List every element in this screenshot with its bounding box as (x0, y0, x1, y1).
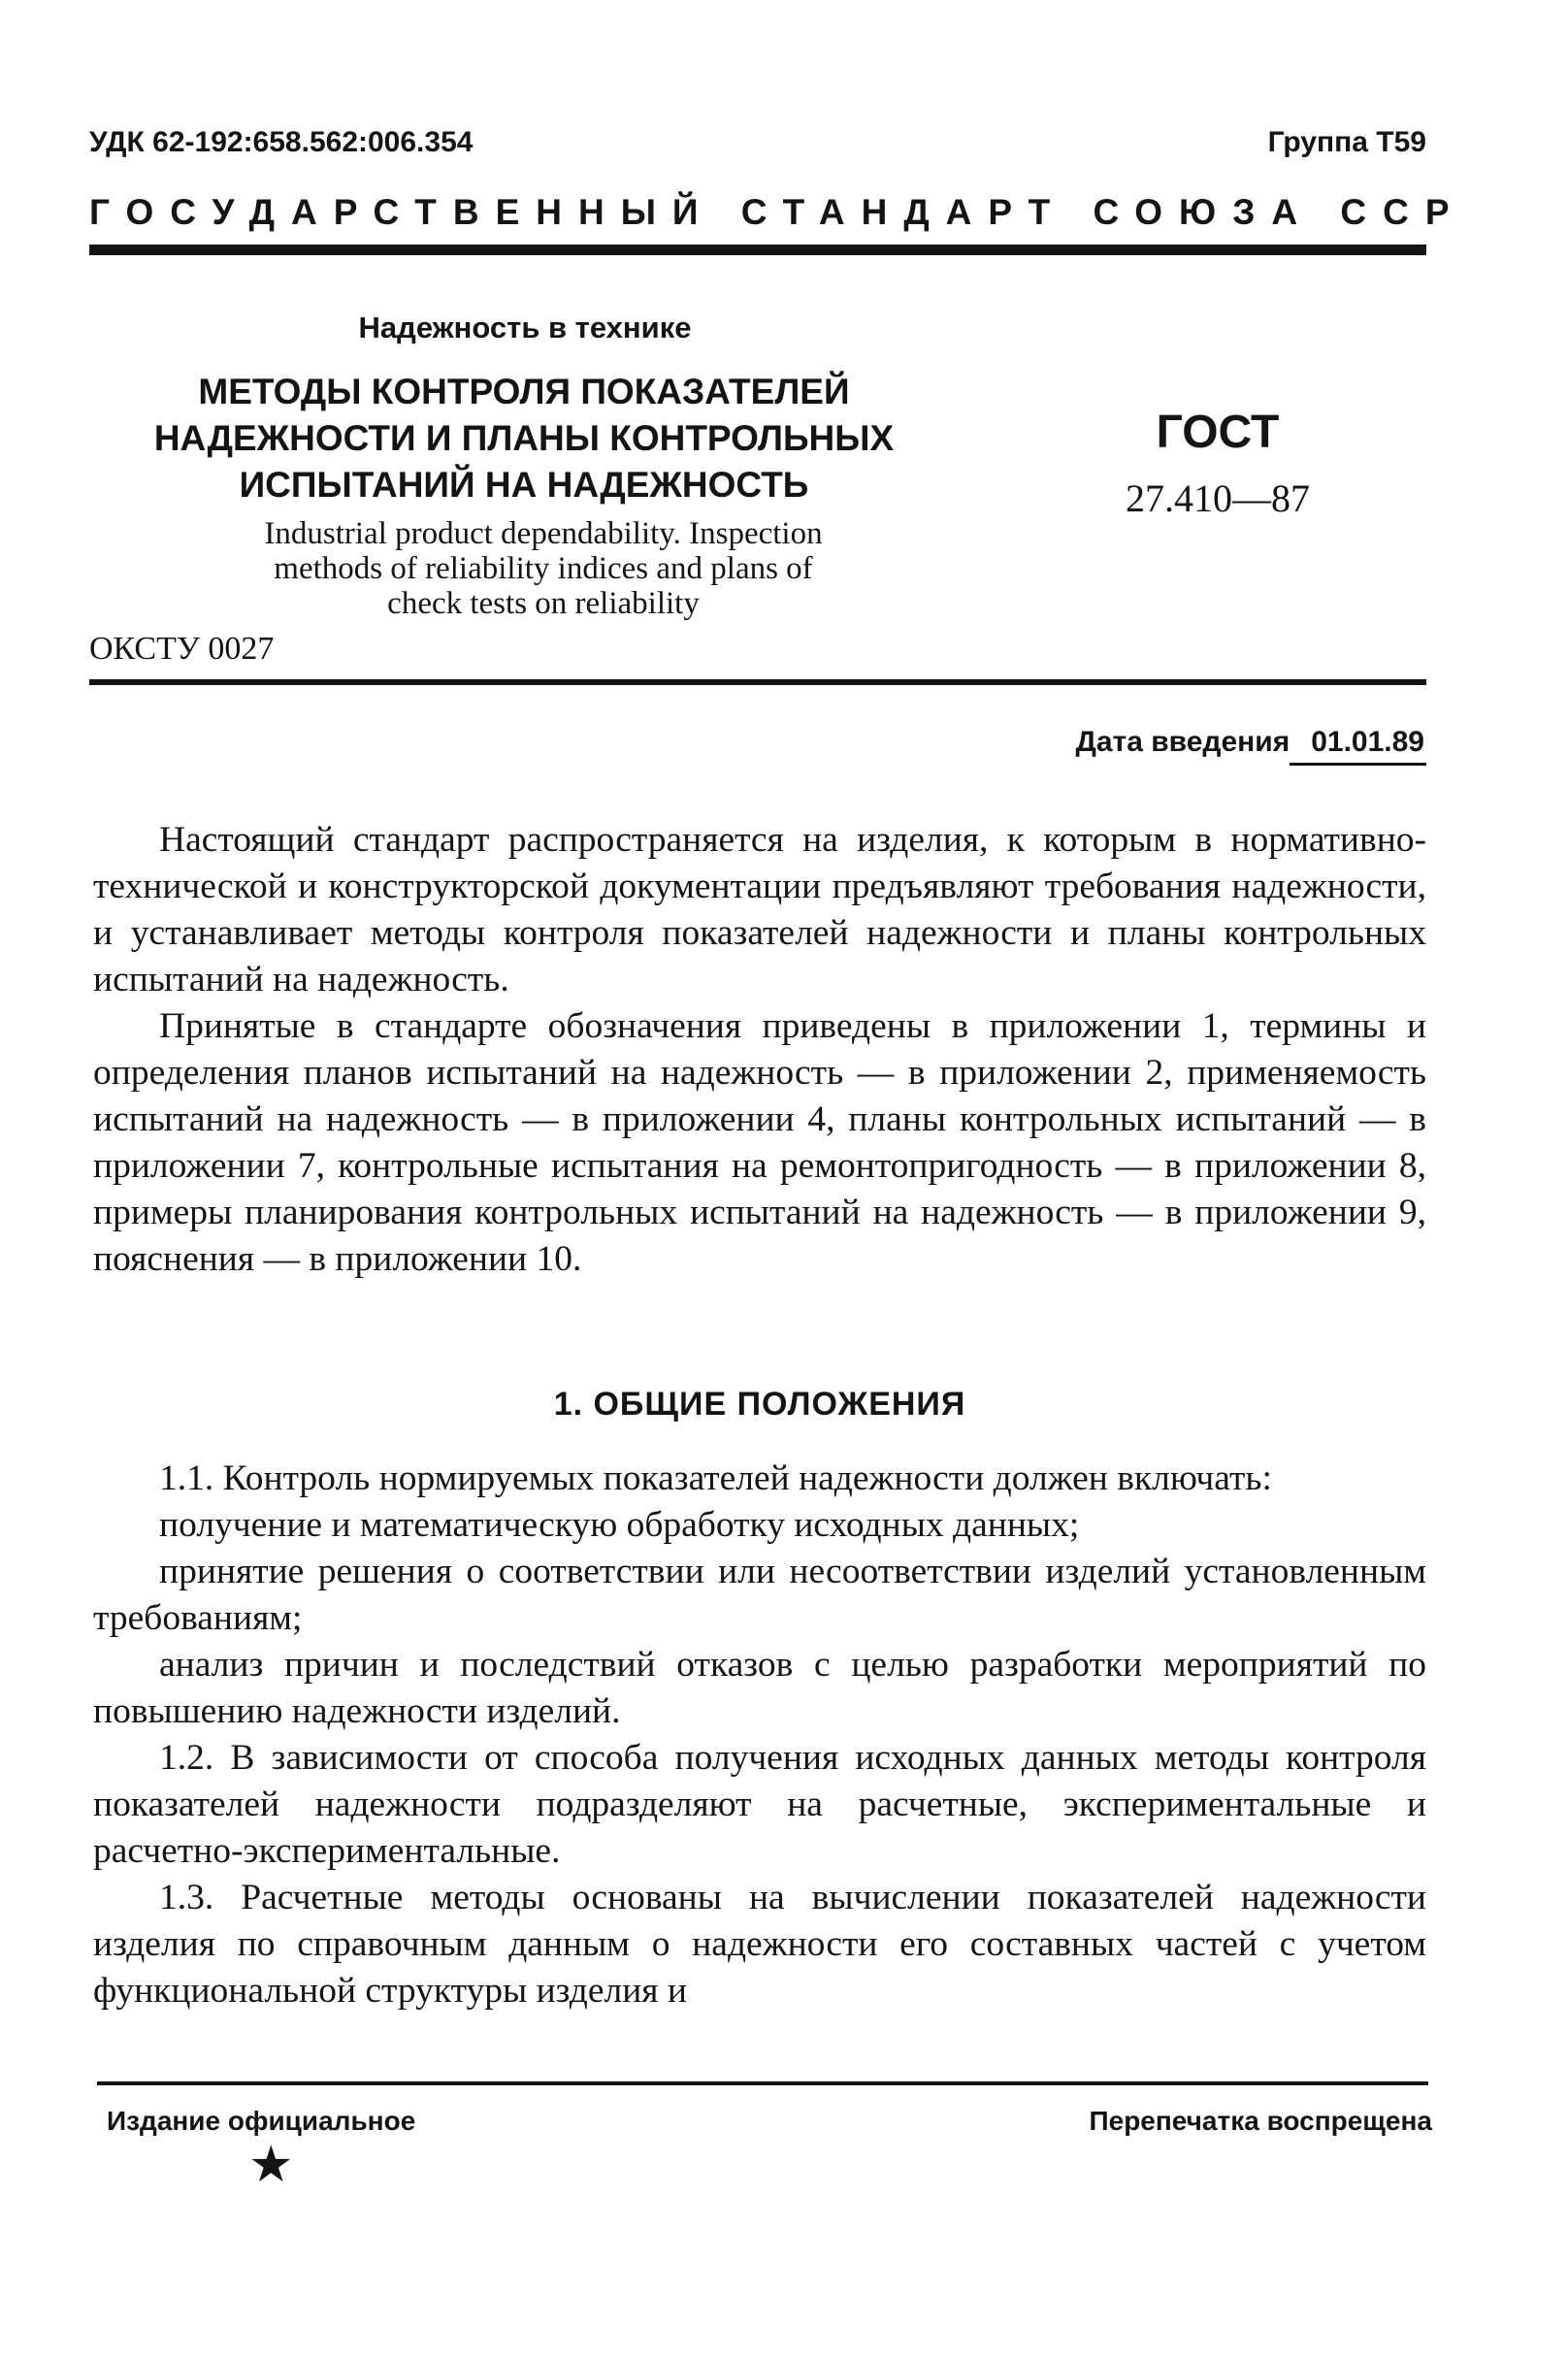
title-ru-line: МЕТОДЫ КОНТРОЛЯ ПОКАЗАТЕЛЕЙ (198, 372, 850, 411)
section-title: 1. ОБЩИЕ ПОЛОЖЕНИЯ (553, 1386, 966, 1423)
paragraph: принятие решения о соответствии или несоответствии изделий установленным требованиям; (93, 1552, 1426, 1638)
document-title-en (175, 516, 912, 621)
gost-label: ГОСТ (1156, 407, 1280, 458)
paragraph: 1.2. В зависимости от способа получения исходных данных методы контроля показателей надежности подразделяют на расчетные, экспериментальные и расчетно-экспериментальные. (93, 1738, 1426, 1871)
paragraph: 1.1. Контроль нормируемых показателей надежности должен включать: (159, 1458, 1272, 1498)
reprint-prohibited-note: Перепечатка воспрещена (1089, 2106, 1432, 2136)
intro-date-value: 01.01.89 (1290, 726, 1426, 766)
footer-rule (97, 2081, 1428, 2085)
paragraph: Принятые в стандарте обозначения приведены в приложении 1, термины и определения планов испытаний на надежность — в приложении 2, применяемость испытаний на надежность — в приложении 4, планы контрольных испытаний — в приложении 7, контрольные испытания на ремонтопригодность — в приложении 8, примеры планирования контрольных испытаний на надежность — в приложении 9, пояснения — в приложении 10. (93, 1006, 1426, 1279)
paragraph: 1.3. Расчетные методы основаны на вычислении показателей надежности изделия по справочным данным о надежности его составных частей с учетом функциональной структуры изделия и (93, 1878, 1426, 2011)
title-ru-line: НАДЕЖНОСТИ И ПЛАНЫ КОНТРОЛЬНЫХ (153, 418, 895, 458)
header-rule (89, 245, 1426, 255)
title-en-line: check tests on reliability (387, 586, 700, 621)
introduction-date (1075, 726, 1426, 766)
official-edition-note: Издание официальное (107, 2106, 416, 2136)
title-en-line: Industrial product dependability. Inspection (264, 516, 823, 551)
title-ru-line: ИСПЫТАНИЙ НА НАДЕЖНОСТЬ (239, 465, 809, 505)
paragraph: анализ причин и последствий отказов с целью разработки мероприятий по повышению надежности изделий. (93, 1645, 1426, 1731)
udk-code: УДК 62-192:658.562:006.354 (89, 126, 474, 158)
subject-heading: Надежность в технике (358, 311, 692, 344)
intro-date-label: Дата введения (1075, 726, 1290, 758)
paragraph: получение и математическую обработку исходных данных; (159, 1505, 1080, 1545)
intro-text (93, 817, 1426, 1283)
star-icon: ★ (248, 2138, 294, 2193)
state-standard-heading: ГОСУДАРСТВЕННЫЙ СТАНДАРТ СОЮЗА ССР (89, 192, 1466, 232)
gost-number: 27.410—87 (1126, 476, 1310, 520)
group-code: Группа Т59 (1267, 126, 1426, 158)
title-block-rule (89, 679, 1426, 685)
okstu-code: ОКСТУ 0027 (89, 631, 275, 667)
document-title-ru (136, 369, 912, 508)
paragraph: Настоящий стандарт распространяется на изделия, к которым в нормативно-технической и конструкторской документации предъявляют требования надежности, и устанавливает методы контроля показателей надежности и планы контрольных испытаний на надежность. (93, 820, 1426, 999)
section-text (93, 1456, 1426, 2014)
title-en-line: methods of reliability indices and plans of (274, 551, 813, 586)
